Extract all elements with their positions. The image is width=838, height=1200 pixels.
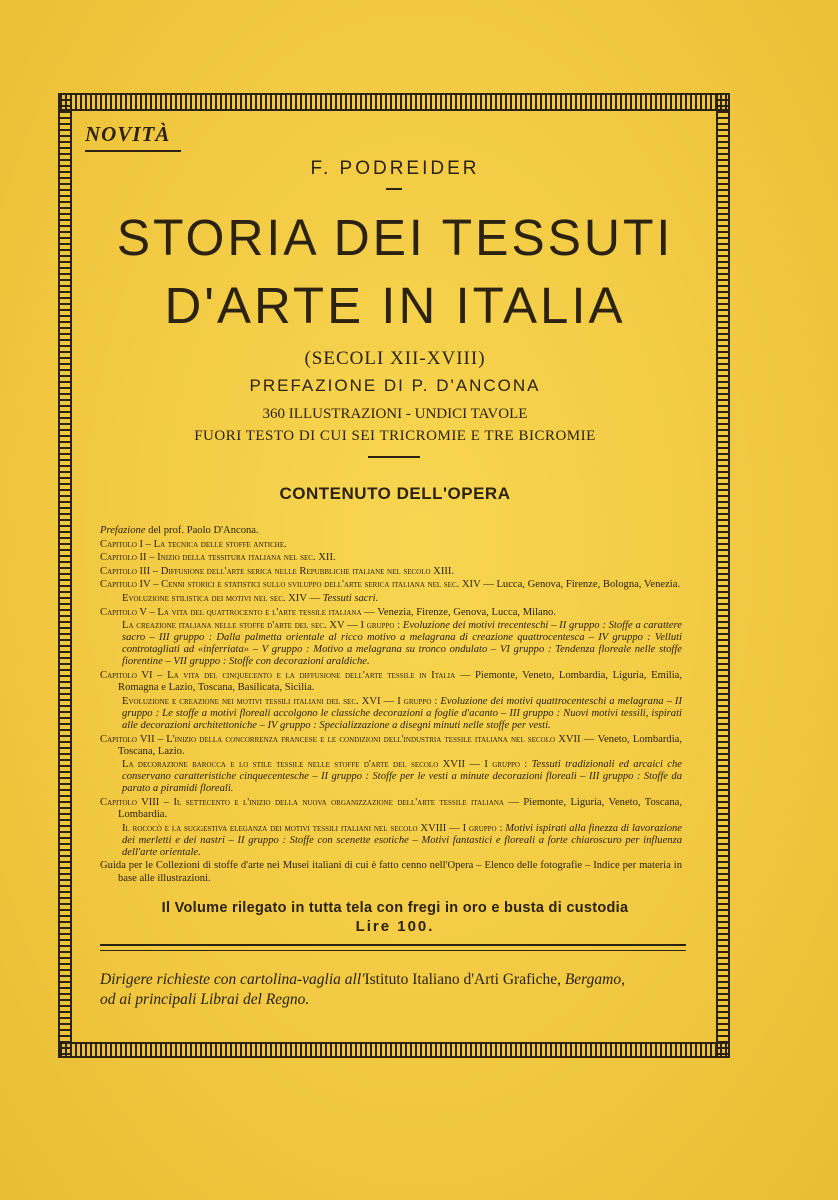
toc-text: La decorazione barocca e lo stile tessile nelle stoffe d'arte del secolo XVII — I gruppo :: [122, 759, 532, 771]
toc-chapter-3: Capitolo III – Diffusione dell'arte serica nelle Repubbliche italiane nel secolo XIII.: [100, 565, 455, 577]
binding-note: Il Volume rilegato in tutta tela con fregi in oro e busta di custodia: [161, 900, 629, 916]
toc-text: Il rococò e la suggestiva eleganza dei motivi tessili italiani nel secolo XVIII — I gruppo :: [122, 822, 506, 834]
toc-text: Evoluzione e creazione nei motivi tessili italiani del sec. XVI — I gruppo :: [122, 695, 441, 707]
toc-text: Motivi ispirati alla finezza di lavorazione dei merletti e dei nastri – II gruppo : Stoffe con scenette esotiche – Motivi fantastici e floreali a forte chiaroscuro per influenza dell'arte orientale.: [122, 822, 682, 858]
author-dash-rule: [386, 188, 402, 190]
order-text-2: od ai principali Librai del Regno.: [100, 991, 310, 1008]
price: Lire 100.: [355, 918, 435, 935]
toc-text: Capitolo VII – L'inizio della concorrenza francese e le condizioni dell'industria tessile italiana nel secolo XVII —: [100, 733, 598, 745]
toc-chapter-7-sub: [100, 759, 682, 795]
section-divider: [368, 456, 420, 458]
toc-chapter-2: Capitolo II – Inizio della tessitura italiana nel sec. XII.: [100, 552, 336, 564]
toc-chapter-8: [100, 797, 682, 821]
novita-label: NOVITÀ: [85, 122, 171, 146]
toc-text: La creazione italiana nelle stoffe d'arte del sec. XV — I gruppo :: [122, 620, 403, 632]
order-text: Dirigere richieste con cartolina-vaglia all': [100, 971, 365, 988]
toc-text: Evoluzione dei motivi quattrocenteschi a melagrana – II gruppo : Le stoffe a motivi floreali accolgono le classiche decorazioni a foglie d'acanto – III gruppo : Nuovi motivi tessili, ispirati alle decorazioni architettoniche – IV gruppo : Specializzazione a disegni minuti nelle stoffe per vesti.: [122, 695, 682, 731]
book-subtitle-centuries: (SECOLI XII-XVIII): [304, 348, 486, 369]
toc-guide: Guida per le Collezioni di stoffe d'arte nei Musei italiani di cui è fatto cenno nell'Opera – Elenco delle fotografie – Indice per materia in base alle illustrazioni.: [100, 860, 682, 884]
toc-text: Piemonte, Liguria, Veneto, Toscana, Lombardia.: [118, 796, 682, 821]
toc-preface: [100, 525, 682, 537]
ornamental-border-bottom: [60, 1042, 730, 1058]
toc-text: Tessuti tradizionali ed arcaici che conservano caratteristiche cinquecentesche – II gruppo : Stoffe per le vesti a minute decorazioni floreali – III gruppo : Stoffe da parato a piramidi floreali.: [122, 759, 683, 795]
toc-chapter-4: [100, 579, 682, 591]
toc-text: Veneto, Lombardia, Toscana, Lazio.: [118, 733, 682, 757]
toc-chapter-1: Capitolo I – La tecnica delle stoffe antiche.: [100, 538, 287, 550]
toc-chapter-8-sub: [100, 823, 682, 859]
toc-text: Evoluzione stilistica dei motivi nel sec. XIV —: [122, 592, 323, 604]
toc-text: Capitolo VIII – Il settecento e l'inizio della nuova organizzazione dell'arte tessile italiana —: [100, 796, 524, 808]
toc-chapter-6: [100, 670, 682, 694]
toc-text: Prefazione: [100, 525, 146, 536]
toc-chapter-7: [100, 734, 682, 758]
toc-text: Tessuti sacri.: [322, 592, 379, 604]
toc-text: Lucca, Genova, Firenze, Bologna, Venezia.: [496, 579, 681, 591]
preface-credit: PREFAZIONE DI P. D'ANCONA: [249, 376, 541, 395]
order-city: Bergamo,: [564, 971, 625, 988]
toc-text: del prof. Paolo D'Ancona.: [145, 525, 259, 536]
toc-text: Venezia, Firenze, Genova, Lucca, Milano.: [377, 606, 556, 618]
toc-text: Capitolo IV – Cenni storici e statistici sullo sviluppo dell'arte serica italiana nel sec. XIV —: [100, 579, 497, 591]
ornamental-border-right: [716, 93, 730, 1058]
publisher-name: Istituto Italiano d'Arti Grafiche,: [364, 971, 565, 988]
author-name: F. PODREIDER: [310, 158, 480, 179]
toc-chapter-6-sub: [100, 696, 682, 732]
toc-text: Evoluzione dei motivi trecenteschi – II gruppo : Stoffe a carattere sacro – III gruppo : Dalla palmetta orientale al ricco motivo a melagrana di creazione quattrocentesca – IV gruppo : Velluti controtagliati ad «inferriata» – V gruppo : Motivo a melagrana su tronco ondulato – VI gruppo : Tendenza floreale nelle stoffe fiorentine – VII gruppo : Stoffe con decorazioni araldiche.: [122, 620, 682, 668]
footer-rule-thick: [100, 944, 686, 946]
book-title-line-2: D'ARTE IN ITALIA: [164, 277, 626, 334]
novita-underline: [85, 150, 181, 152]
toc-text: Capitolo VI – La vita del cinquecento e la diffusione dell'arte tessile in Italia —: [100, 670, 476, 682]
toc-chapter-5: [100, 607, 682, 619]
ornamental-border-top: [60, 93, 730, 111]
table-of-contents: [100, 525, 682, 886]
contents-heading: CONTENUTO DELL'OPERA: [279, 484, 511, 503]
toc-chapter-5-sub: [100, 620, 682, 668]
toc-text: Capitolo V – La vita del quattrocento e l'arte tessile italiana —: [100, 606, 378, 618]
book-title-line-1: STORIA DEI TESSUTI: [116, 209, 674, 266]
toc-chapter-4-sub: [100, 593, 682, 605]
toc-text: Piemonte, Veneto, Lombardia, Liguria, Emilia, Romagna e Lazio, Toscana, Basilicata, Sicilia.: [118, 670, 682, 694]
illustrations-count: 360 ILLUSTRAZIONI - UNDICI TAVOLE: [262, 406, 528, 422]
order-instructions: [100, 970, 690, 1010]
ornamental-border-left: [58, 93, 72, 1058]
footer-rule-thin: [100, 950, 686, 951]
plates-description: FUORI TESTO DI CUI SEI TRICROMIE E TRE BICROMIE: [194, 428, 596, 444]
